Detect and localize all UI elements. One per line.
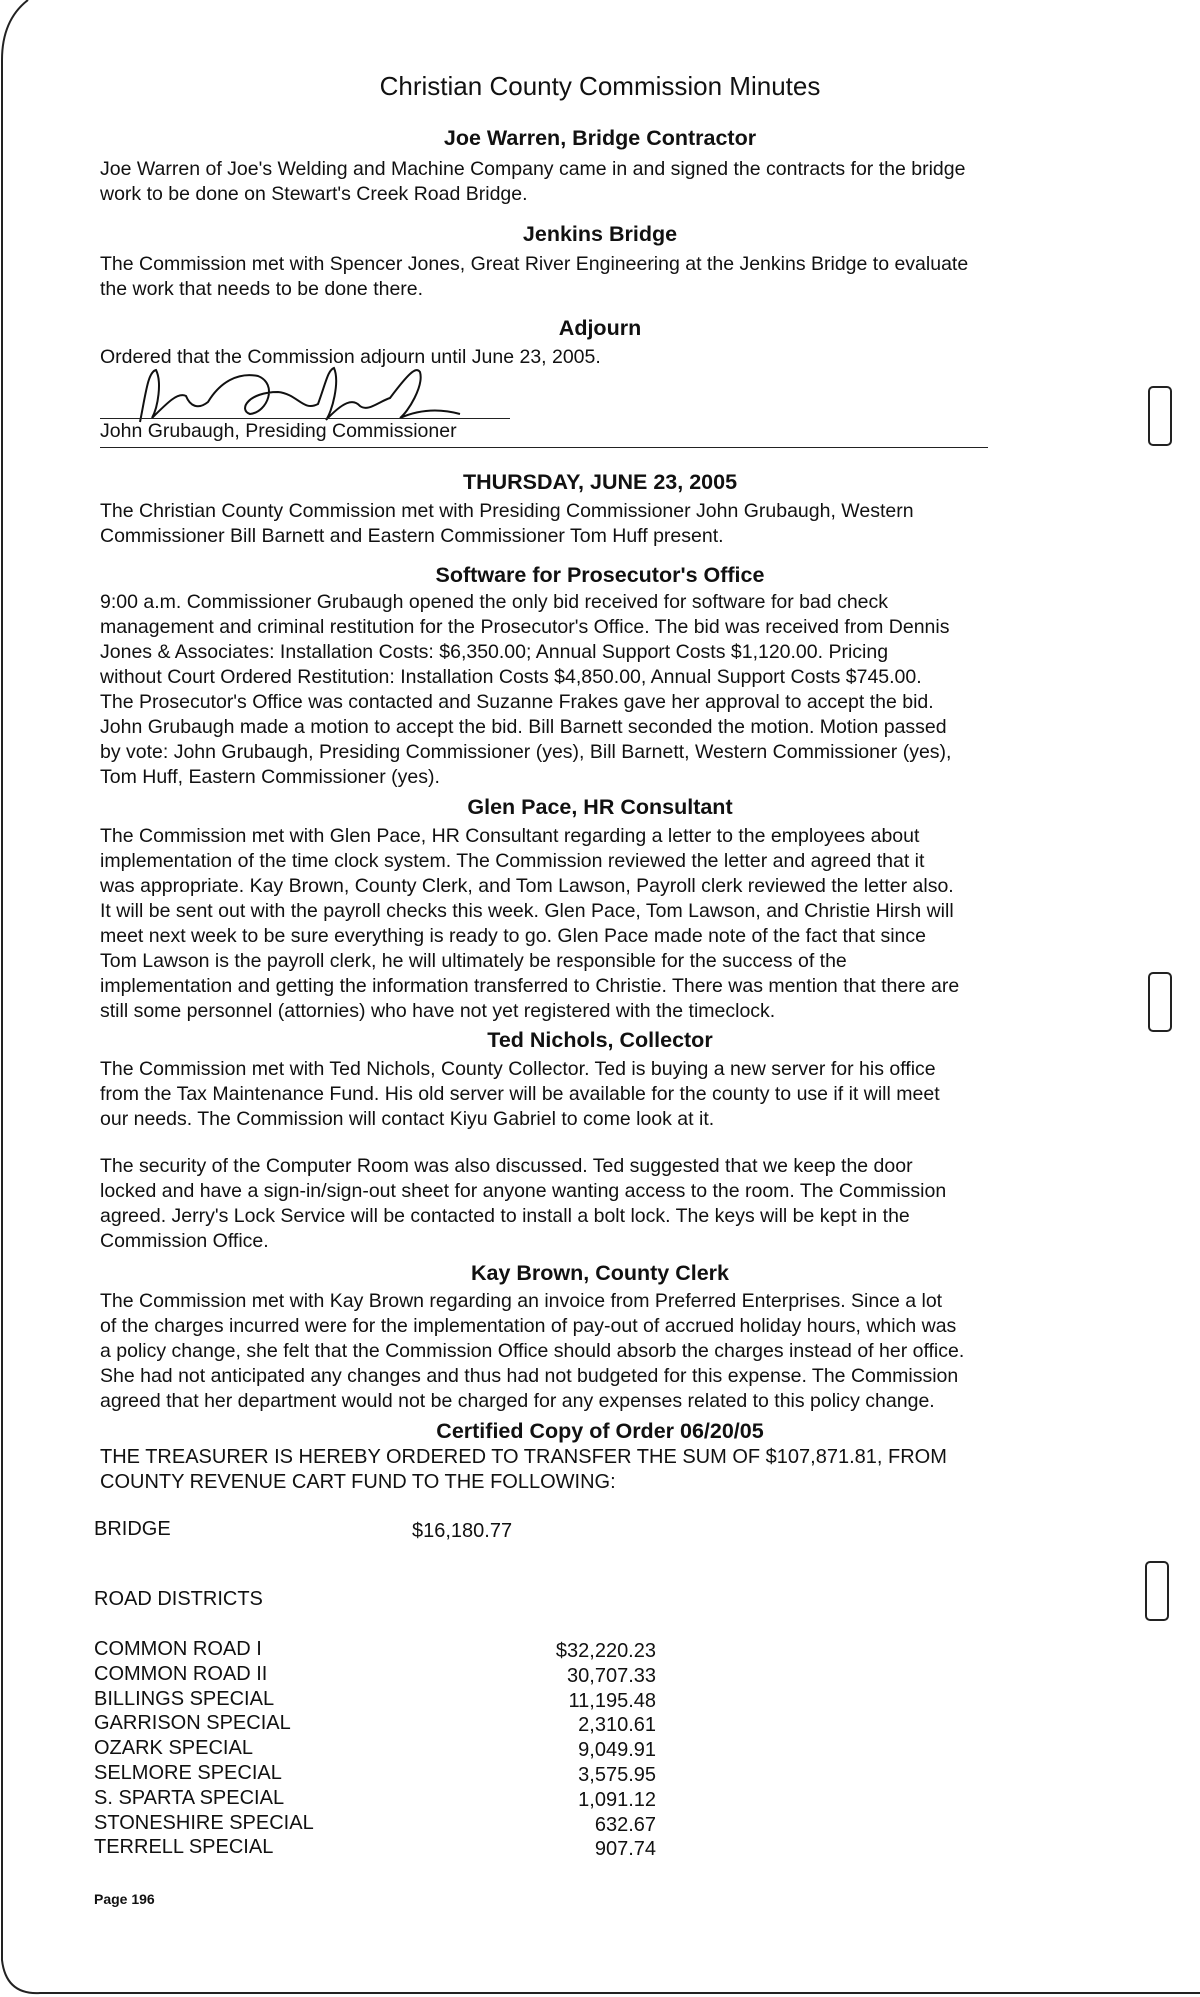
- binder-tab-marker: [1145, 1561, 1169, 1621]
- district-name: OZARK SPECIAL: [94, 1737, 253, 1760]
- para-adjourn: Ordered that the Commission adjourn until June 23, 2005.: [100, 346, 601, 368]
- para-treasurer-order: THE TREASURER IS HEREBY ORDERED TO TRANSFER THE SUM OF $107,871.81, FROM COUNTY REVENUE CART FUND TO THE FOLLOWING:: [100, 1446, 947, 1493]
- heading-jenkins-bridge: Jenkins Bridge: [522, 222, 678, 246]
- district-amount: $32,220.23: [555, 1640, 656, 1662]
- page-number: Page 196: [94, 1891, 155, 1907]
- binder-tab-marker: [1148, 386, 1172, 446]
- district-name: TERRELL SPECIAL: [94, 1836, 274, 1859]
- district-amount: 907.74: [594, 1838, 656, 1861]
- district-amount: 9,049.91: [578, 1739, 656, 1762]
- district-name: SELMORE SPECIAL: [94, 1762, 282, 1784]
- signature-label: John Grubaugh, Presiding Commissioner: [100, 420, 457, 442]
- bridge-value: $16,180.77: [412, 1520, 513, 1542]
- district-name: COMMON ROAD II: [94, 1662, 268, 1685]
- district-name: S. SPARTA SPECIAL: [94, 1786, 285, 1809]
- section-divider: [100, 447, 988, 448]
- para-joe-warren: Joe Warren of Joe's Welding and Machine Company came in and signed the contracts for the bridge work to be done on Stewart's Creek Road Bridge.: [100, 158, 966, 205]
- bridge-label: BRIDGE: [94, 1518, 171, 1540]
- para-glen-pace: The Commission met with Glen Pace, HR Consultant regarding a letter to the employees about implementation of the time clock system. The Commission reviewed the letter and agreed that it was appropriate. Kay Brown, County Clerk, and Tom Lawson, Payroll clerk reviewed the letter also. It will be sent out with the payroll checks this week. Glen Pace, Tom Lawson, and Christie Hirsh will meet next week to be sure everything is ready to go. Glen Pace made note of the fact that since Tom Lawson is the payroll clerk, he will ultimately be responsible for the success of the implementation and getting the information transferred to Christie. There was mention that there are still some personnel (attornies) who have not yet registered with the timeclock.: [100, 825, 960, 1022]
- para-jenkins-bridge: The Commission met with Spencer Jones, Great River Engineering at the Jenkins Bridge to evaluate the work that needs to be done there.: [100, 253, 969, 300]
- heading-ted-nichols: Ted Nichols, Collector: [487, 1028, 713, 1052]
- heading-joe-warren: Joe Warren, Bridge Contractor: [443, 126, 757, 150]
- road-districts-label: ROAD DISTRICTS: [94, 1588, 263, 1610]
- heading-software: Software for Prosecutor's Office: [435, 563, 765, 587]
- signature-line: [100, 418, 510, 419]
- district-name: BILLINGS SPECIAL: [94, 1687, 275, 1710]
- meeting-date-heading: THURSDAY, JUNE 23, 2005: [462, 470, 738, 494]
- heading-certified-order: Certified Copy of Order 06/20/05: [436, 1419, 764, 1443]
- heading-adjourn: Adjourn: [558, 316, 642, 340]
- district-name: GARRISON SPECIAL: [94, 1712, 291, 1735]
- para-computer-room: The security of the Computer Room was also discussed. Ted suggested that we keep the door locked and have a sign-in/sign-out sheet for anyone wanting access to the room. The Commission agreed. Jerry's Lock Service will be contacted to install a bolt lock. The keys will be kept in the Commission Office.: [100, 1155, 947, 1252]
- heading-glen-pace: Glen Pace, HR Consultant: [467, 795, 733, 819]
- district-amount: 11,195.48: [568, 1689, 656, 1712]
- district-amount: 632.67: [594, 1813, 656, 1836]
- district-amount: 2,310.61: [578, 1714, 656, 1737]
- district-name: STONESHIRE SPECIAL: [94, 1811, 314, 1834]
- para-attendance: The Christian County Commission met with Presiding Commissioner John Grubaugh, Western Commissioner Bill Barnett and Eastern Commissioner Tom Huff present.: [100, 500, 914, 547]
- district-name: COMMON ROAD I: [94, 1638, 262, 1660]
- district-amount: 1,091.12: [578, 1788, 656, 1811]
- binder-tab-marker: [1148, 972, 1172, 1032]
- para-software: 9:00 a.m. Commissioner Grubaugh opened the only bid received for software for bad check management and criminal restitution for the Prosecutor's Office. The bid was received from Dennis Jones & Associates: Installation Costs: $6,350.00; Annual Support Costs $1,120.00. Pricing without Court Ordered Restitution: Installation Costs $4,850.00, Annual Support Costs $745.00. The Prosecutor's Office was contacted and Suzanne Frakes gave her approval to accept the bid. John Grubaugh made a motion to accept the bid. Bill Barnett seconded the motion. Motion passed by vote: John Grubaugh, Presiding Commissioner (yes), Bill Barnett, Western Commissioner (yes), Tom Huff, Eastern Commissioner (yes).: [100, 591, 952, 788]
- para-ted-nichols: The Commission met with Ted Nichols, County Collector. Ted is buying a new server for his office from the Tax Maintenance Fund. His old server will be available for the county to use if it will meet our needs. The Commission will contact Kiyu Gabriel to come look at it.: [100, 1058, 940, 1130]
- para-kay-brown: The Commission met with Kay Brown regarding an invoice from Preferred Enterprises. Since a lot of the charges incurred were for the implementation of pay-out of accrued holiday hours, which was a policy change, she felt that the Commission Office should absorb the charges instead of her office. She had not anticipated any changes and thus had not budgeted for this expense. The Commission agreed that her department would not be charged for any expenses related to this policy change.: [100, 1290, 965, 1412]
- heading-kay-brown: Kay Brown, County Clerk: [470, 1261, 730, 1285]
- page-title: Christian County Commission Minutes: [379, 71, 821, 101]
- district-amount: 30,707.33: [567, 1664, 656, 1687]
- district-amount: 3,575.95: [578, 1764, 656, 1786]
